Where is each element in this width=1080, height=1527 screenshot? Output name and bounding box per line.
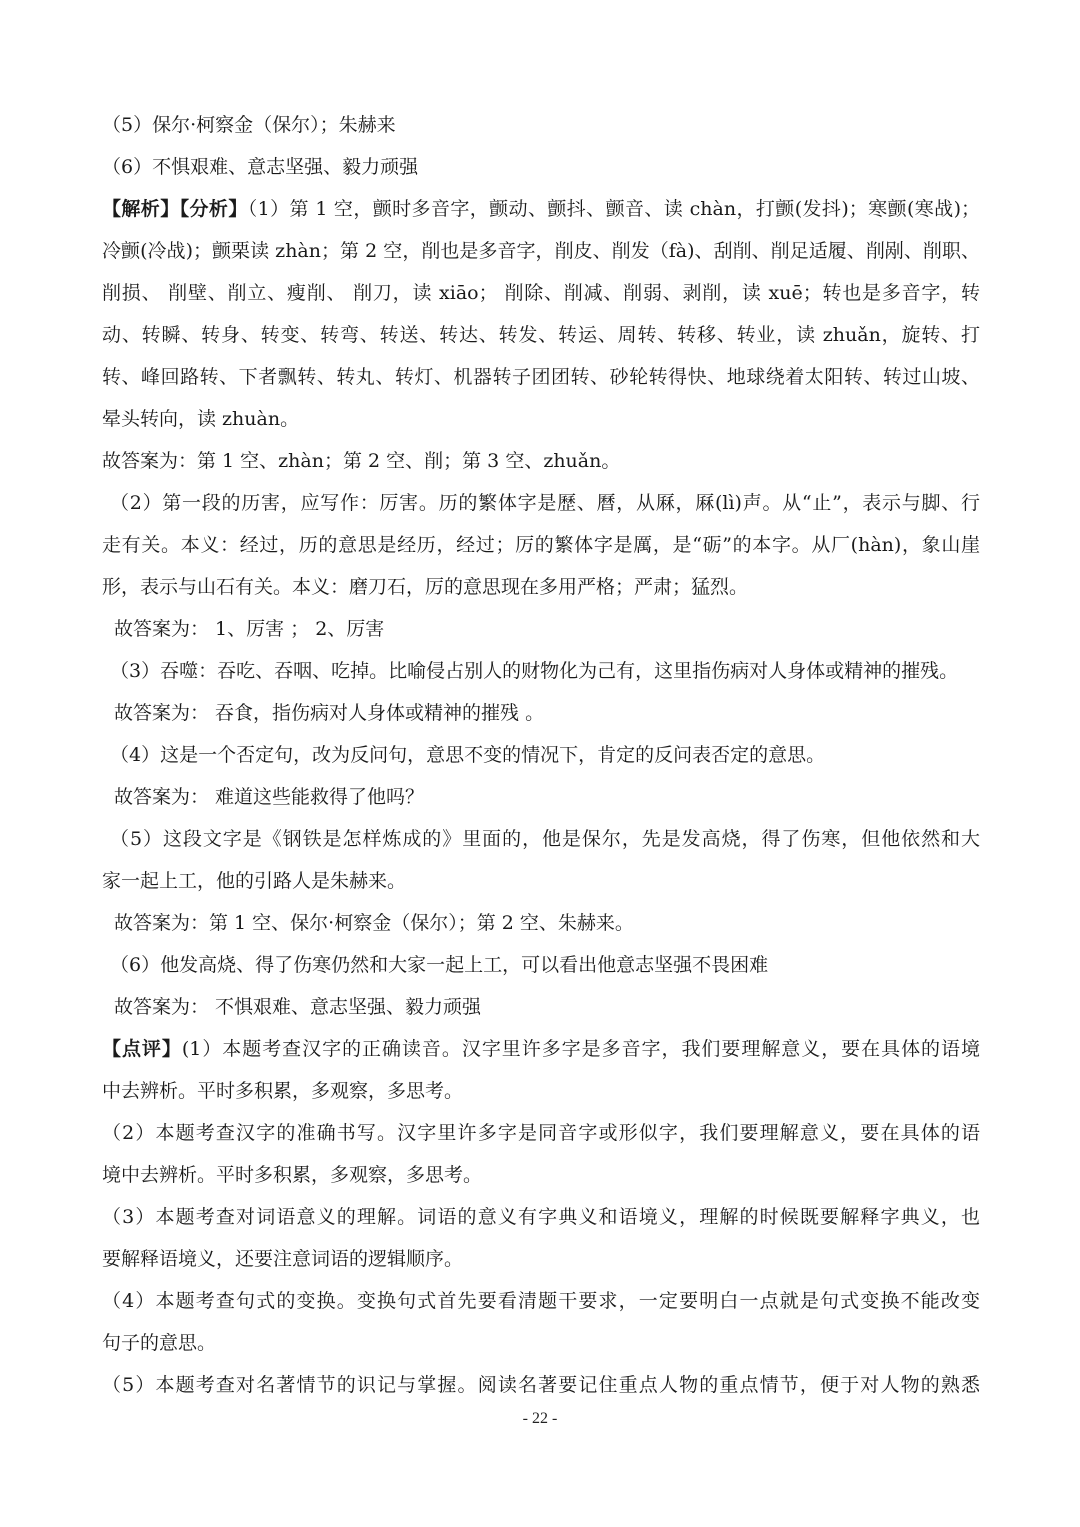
analysis-line-2: 冷颤(冷战)；颤栗读 zhàn；第 2 空，削也是多音字，削皮、削发（fà)、刮削、削足适履、削剐、削职、 — [102, 240, 980, 262]
analysis-line-1 — [102, 188, 980, 230]
analysis-part5-line-1: （5）这段文字是《钢铁是怎样炼成的》里面的，他是保尔，先是发高烧，得了伤寒，但他依然和大 — [110, 828, 980, 850]
comment-part4-line-2: 句子的意思。 — [102, 1332, 217, 1354]
comment-part4-line-1: （4）本题考查句式的变换。变换句式首先要看清题干要求，一定要明白一点就是句式变换不能改变 — [102, 1290, 980, 1312]
answer-summary-3: 故答案为： 吞食，指伤病对人身体或精神的摧残 。 — [114, 702, 545, 724]
analysis-part2-line-1: （2）第一段的历害，应写作：厉害。历的繁体字是歷、曆，从厤，厤(lì)声。从“止”，表示与脚、行 — [110, 492, 980, 514]
comment-part2-line-1: （2）本题考查汉字的准确书写。汉字里许多字是同音字或形似字，我们要理解意义，要在具体的语 — [102, 1122, 980, 1144]
answer-summary-5: 故答案为：第 1 空、保尔·柯察金（保尔）；第 2 空、朱赫来。 — [114, 912, 634, 934]
comment-part5-line-1: （5）本题考查对名著情节的识记与掌握。阅读名著要记住重点人物的重点情节，便于对人物的熟悉 — [102, 1374, 980, 1396]
comment-line-1 — [102, 1028, 980, 1070]
analysis-line-4: 动、转瞬、转身、转变、转弯、转送、转达、转发、转运、周转、转移、转业，读 zhuǎn，旋转、打 — [102, 324, 980, 346]
analysis-part2-line-2: 走有关。本义：经过，历的意思是经历，经过；厉的繁体字是厲，是“砺”的本字。从厂(hàn)，象山崖 — [102, 534, 980, 556]
comment-part3-line-2: 要解释语境义，还要注意词语的逻辑顺序。 — [102, 1248, 464, 1270]
analysis-part6-line-1: （6）他发高烧、得了伤寒仍然和大家一起上工，可以看出他意志坚强不畏困难 — [110, 954, 769, 976]
analysis-part3-line-1: （3）吞噬：吞吃、吞咽、吃掉。比喻侵占别人的财物化为己有，这里指伤病对人身体或精神的摧残。 — [110, 660, 959, 682]
analysis-line-5: 转、峰回路转、下者飘转、转丸、转灯、机器转子团团转、砂轮转得快、地球绕着太阳转、转过山坡、 — [102, 366, 980, 388]
analysis-label: 【解析】 — [102, 198, 180, 220]
comment-part3-line-1: （3）本题考查对词语意义的理解。词语的意义有字典义和语境义，理解的时候既要解释字典义，也 — [102, 1206, 980, 1228]
analysis-sub-label: 【分析】 — [179, 198, 248, 220]
comment-label: 【点评】 — [102, 1038, 182, 1060]
page-number: - 22 - — [522, 1410, 558, 1427]
answer-line-6: （6）不惧艰难、意志坚强、毅力顽强 — [102, 156, 419, 178]
comment-line-2: 中去辨析。平时多积累，多观察，多思考。 — [102, 1080, 464, 1102]
comment-part2-line-2: 境中去辨析。平时多积累，多观察，多思考。 — [102, 1164, 483, 1186]
analysis-part5-line-2: 家一起上工，他的引路人是朱赫来。 — [102, 870, 407, 892]
answer-summary-6: 故答案为： 不惧艰难、意志坚强、毅力顽强 — [114, 996, 482, 1018]
page-content — [102, 104, 980, 1406]
answer-summary-1: 故答案为：第 1 空、zhàn；第 2 空、削；第 3 空、zhuǎn。 — [102, 450, 621, 472]
analysis-line-6: 晕头转向，读 zhuàn。 — [102, 408, 300, 430]
analysis-part2-line-3: 形，表示与山石有关。本义：磨刀石，厉的意思现在多用严格；严肃；猛烈。 — [102, 576, 749, 598]
answer-summary-2: 故答案为： 1、厉害 ； 2、厉害 — [114, 618, 385, 640]
answer-line-5: （5）保尔·柯察金（保尔）；朱赫来 — [102, 114, 396, 136]
answer-summary-4: 故答案为： 难道这些能救得了他吗？ — [114, 786, 425, 808]
analysis-text: （1）第 1 空，颤时多音字，颤动、颤抖、颤音、读 chàn，打颤(发抖)；寒颤(寒战)； — [247, 198, 980, 220]
comment-text: (1）本题考查汉字的正确读音。汉字里许多字是多音字，我们要理解意义，要在具体的语境 — [181, 1038, 980, 1060]
analysis-part4-line-1: （4）这是一个否定句，改为反问句，意思不变的情况下，肯定的反问表否定的意思。 — [110, 744, 826, 766]
analysis-line-3: 削损、 削壁、削立、瘦削、 削刀，读 xiāo； 削除、削减、削弱、剥削，读 xuē；转也是多音字，转 — [102, 282, 980, 304]
